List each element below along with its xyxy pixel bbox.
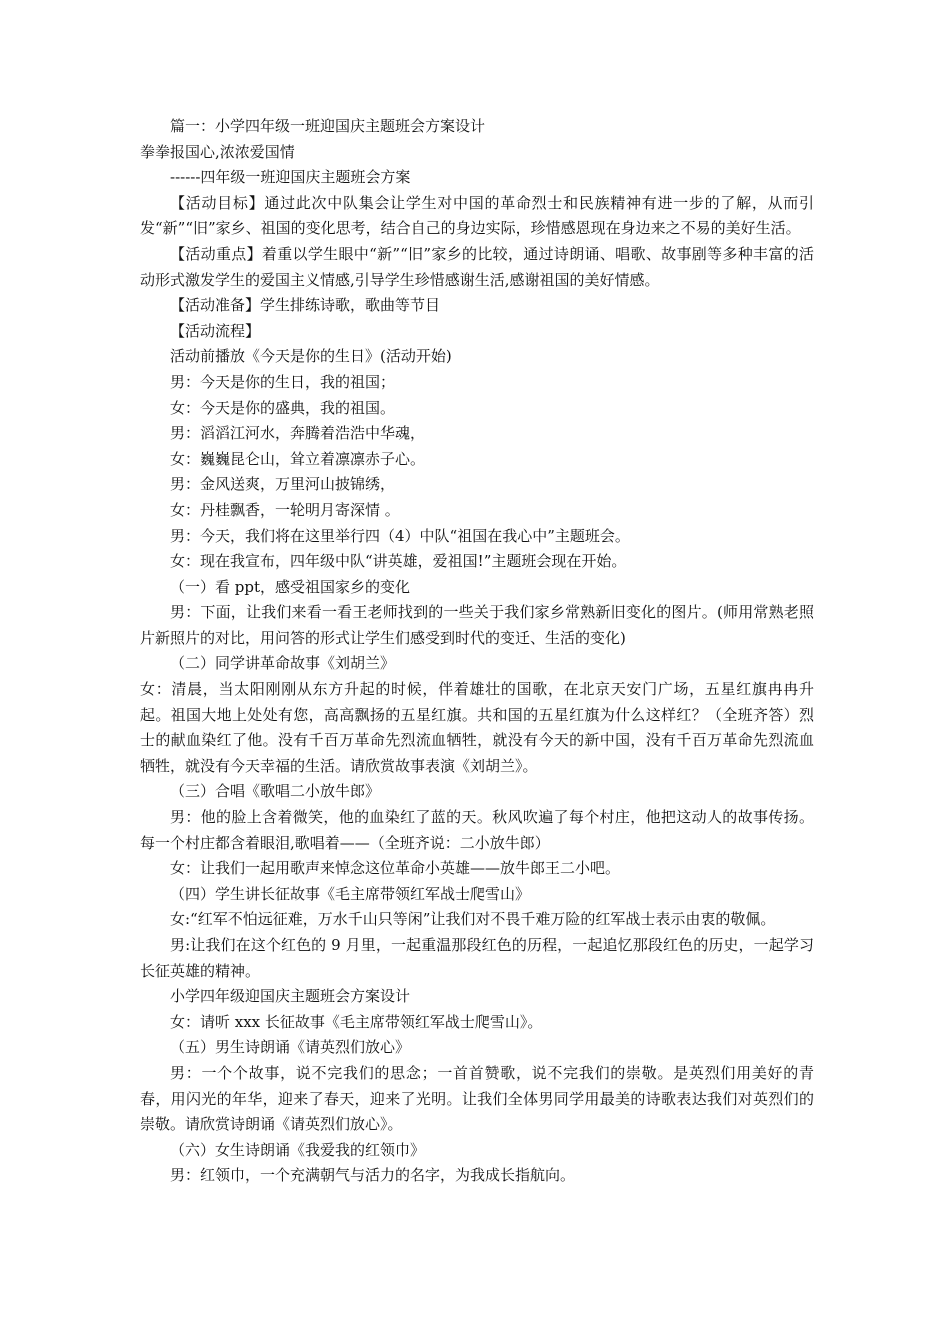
paragraph: （四）学生讲长征故事《毛主席带领红军战士爬雪山》: [170, 884, 531, 903]
paragraph: （一）看 ppt，感受祖国家乡的变化: [170, 577, 411, 596]
paragraph: 小学四年级迎国庆主题班会方案设计: [170, 987, 411, 1006]
paragraph: 【活动流程】: [170, 321, 261, 340]
paragraph: 男：红领巾，一个充满朝气与活力的名字，为我成长指航向。: [170, 1166, 576, 1185]
paragraph: 女:“红军不怕远征难，万水千山只等闲”让我们对不畏千难万险的红军战士表示由衷的敬佩。: [170, 910, 776, 929]
paragraph: 男：他的脸上含着微笑，他的血染红了蓝的天。秋风吹遍了每个村庄，他把这动人的故事传扬。每一个村庄都含着眼泪,歌唱着——（全班齐说：二小放牛郎）: [140, 808, 814, 852]
paragraph: 拳拳报国心,浓浓爱国情: [140, 142, 295, 161]
paragraph: （三）合唱《歌唱二小放牛郎》: [170, 782, 381, 801]
paragraph: 女：让我们一起用歌声来悼念这位革命小英雄——放牛郎王二小吧。: [170, 859, 621, 878]
paragraph: 【活动目标】通过此次中队集会让学生对中国的革命烈士和民族精神有进一步的了解，从而引发“新”“旧”家乡、祖国的变化思考，结合自己的身边实际，珍惜感恩现在身边来之不易的美好生活。: [140, 193, 814, 238]
paragraph: 男：滔滔江河水，奔腾着浩浩中华魂，: [170, 424, 426, 443]
paragraph: 男:让我们在这个红色的 9 月里，一起重温那段红色的历程，一起追忆那段红色的历史，一起学习长征英雄的精神。: [140, 936, 814, 980]
paragraph: （五）男生诗朗诵《请英烈们放心》: [170, 1038, 411, 1057]
paragraph: 女：丹桂飘香，一轮明月寄深情 。: [170, 500, 400, 519]
paragraph: 男：金风送爽，万里河山披锦绣，: [170, 475, 396, 494]
paragraph: 【活动准备】学生排练诗歌，歌曲等节目: [170, 296, 441, 315]
paragraph: 男：一个个故事，说不完我们的思念；一首首赞歌，说不完我们的崇敬。是英烈们用美好的青春，用闪光的年华，迎来了春天，迎来了光明。让我们全体男同学用最美的诗歌表达我们对英烈们的崇敬。请欣赏诗朗诵《请英烈们放心》。: [140, 1063, 814, 1134]
paragraph: 男：今天，我们将在这里举行四（4）中队“祖国在我心中”主题班会。: [170, 526, 630, 545]
paragraph: 女：今天是你的盛典，我的祖国。: [170, 398, 396, 417]
paragraph: 女：现在我宣布，四年级中队“讲英雄，爱祖国!”主题班会现在开始。: [170, 552, 627, 571]
paragraph: 活动前播放《今天是你的生日》(活动开始): [170, 347, 452, 366]
paragraph: （六）女生诗朗诵《我爱我的红领巾》: [170, 1140, 426, 1159]
paragraph: ------四年级一班迎国庆主题班会方案: [170, 168, 411, 187]
paragraph: 女：清晨，当太阳刚刚从东方升起的时候，伴着雄壮的国歌，在北京天安门广场，五星红旗冉冉升起。祖国大地上处处有您，高高飘扬的五星红旗。共和国的五星红旗为什么这样红？（全班齐答）烈士的献血染红了他。没有千百万革命先烈流血牺牲，就没有今天的新中国，没有千百万革命先烈流血牺牲，就没有今天幸福的生活。请欣赏故事表演《刘胡兰》。: [140, 680, 814, 775]
paragraph: 男：下面，让我们来看一看王老师找到的一些关于我们家乡常熟新旧变化的图片。(师用常熟老照片新照片的对比，用问答的形式让学生们感受到时代的变迁、生活的变化): [140, 603, 814, 647]
paragraph: （二）同学讲革命故事《刘胡兰》: [170, 654, 396, 673]
paragraph: 女：请听 xxx 长征故事《毛主席带领红军战士爬雪山》。: [170, 1012, 543, 1031]
paragraph: 女：巍巍昆仑山，耸立着凛凛赤子心。: [170, 449, 426, 468]
paragraph: 男：今天是你的生日，我的祖国；: [170, 372, 396, 391]
paragraph: 【活动重点】着重以学生眼中“新”“旧”家乡的比较，通过诗朗诵、唱歌、故事剧等多种丰富的活动形式激发学生的爱国主义情感,引导学生珍惜感谢生活,感谢祖国的美好情感。: [140, 244, 814, 289]
paragraph: 篇一：小学四年级一班迎国庆主题班会方案设计: [170, 117, 486, 135]
